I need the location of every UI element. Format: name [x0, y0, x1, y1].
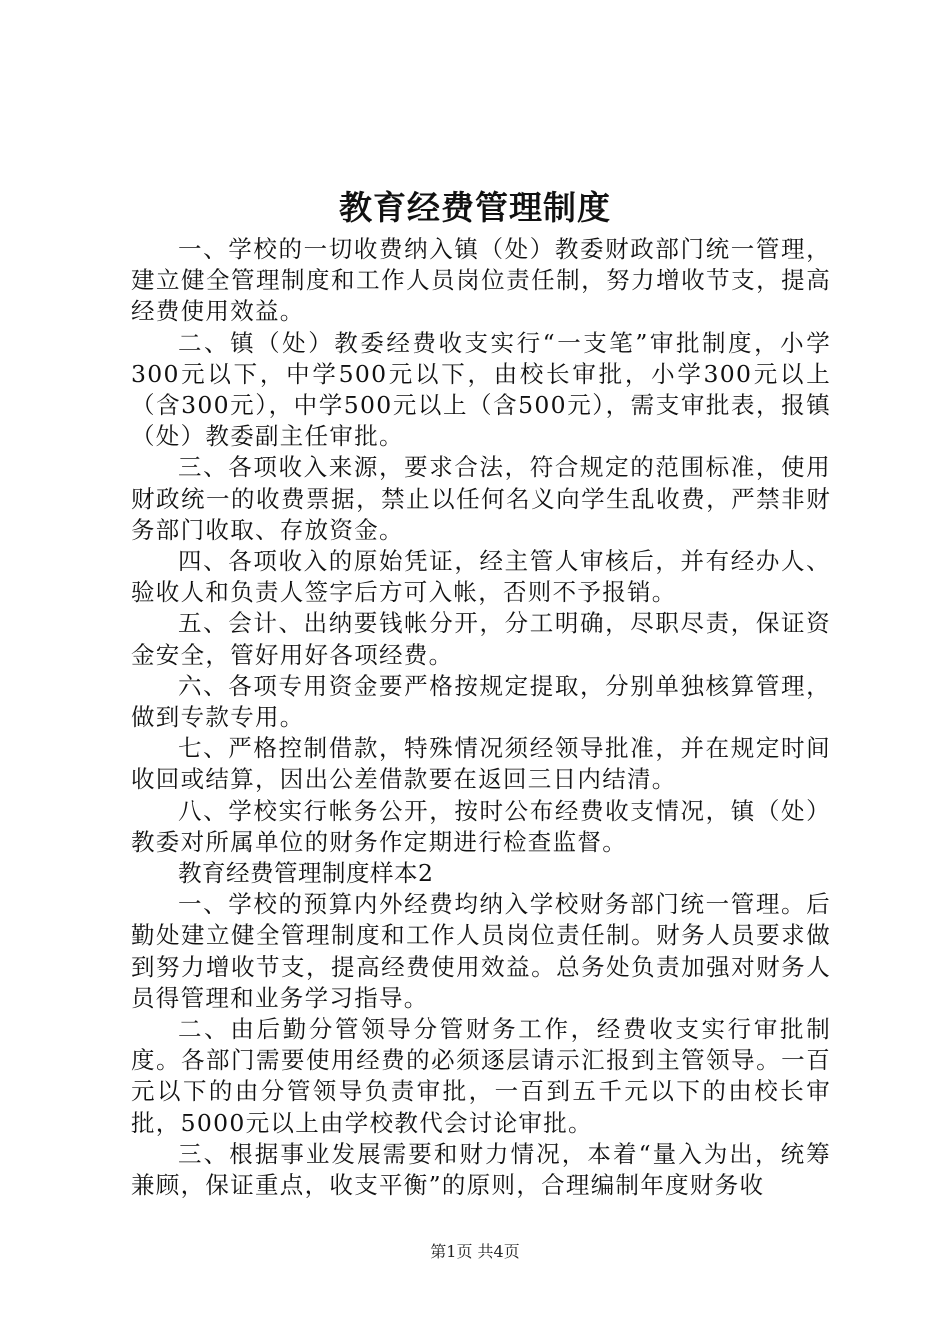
paragraph-11: 三、根据事业发展需要和财力情况，本着“量入为出，统筹兼顾，保证重点，收支平衡”的原则，合理编制年度财务收	[131, 1139, 831, 1200]
paragraph-8: 八、学校实行帐务公开，按时公布经费收支情况，镇（处）教委对所属单位的财务作定期进行检查监督。	[131, 796, 831, 856]
paragraph-3: 三、各项收入来源，要求合法，符合规定的范围标准，使用财政统一的收费票据，禁止以任何名义向学生乱收费，严禁非财务部门收取、存放资金。	[131, 453, 831, 544]
paragraph-2: 二、镇（处）教委经费收支实行“一支笔”审批制度，小学300元以下，中学500元以下，由校长审批，小学300元以上（含300元），中学500元以上（含500元），需支审批表，报镇（处）教委副主任审批。	[131, 328, 831, 451]
paragraph-4: 四、各项收入的原始凭证，经主管人审核后，并有经办人、验收人和负责人签字后方可入帐，否则不予报销。	[131, 547, 831, 607]
paragraph-9: 一、学校的预算内外经费均纳入学校财务部门统一管理。后勤处建立健全管理制度和工作人员岗位责任制。财务人员要求做到努力增收节支，提高经费使用效益。总务处负责加强对财务人员得管理和业务学习指导。	[131, 890, 831, 1012]
section-heading-sample-2: 教育经费管理制度样本2	[178, 859, 434, 888]
page-number: 第1页 共4页	[430, 1242, 520, 1261]
paragraph-6: 六、各项专用资金要严格按规定提取，分别单独核算管理，做到专款专用。	[131, 671, 831, 732]
document-title: 教育经费管理制度	[339, 188, 611, 227]
document-body	[131, 234, 831, 1201]
paragraph-5: 五、会计、出纳要钱帐分开，分工明确，尽职尽责，保证资金安全，管好用好各项经费。	[131, 609, 831, 669]
paragraph-1: 一、学校的一切收费纳入镇（处）教委财政部门统一管理，建立健全管理制度和工作人员岗位责任制，努力增收节支，提高经费使用效益。	[131, 235, 831, 326]
paragraph-7: 七、严格控制借款，特殊情况须经领导批准，并在规定时间收回或结算，因出公差借款要在返回三日内结清。	[131, 734, 831, 794]
paragraph-10: 二、由后勤分管领导分管财务工作，经费收支实行审批制度。各部门需要使用经费的必须逐层请示汇报到主管领导。一百元以下的由分管领导负责审批，一百到五千元以下的由校长审批，5000元以上由学校教代会讨论审批。	[131, 1015, 831, 1137]
